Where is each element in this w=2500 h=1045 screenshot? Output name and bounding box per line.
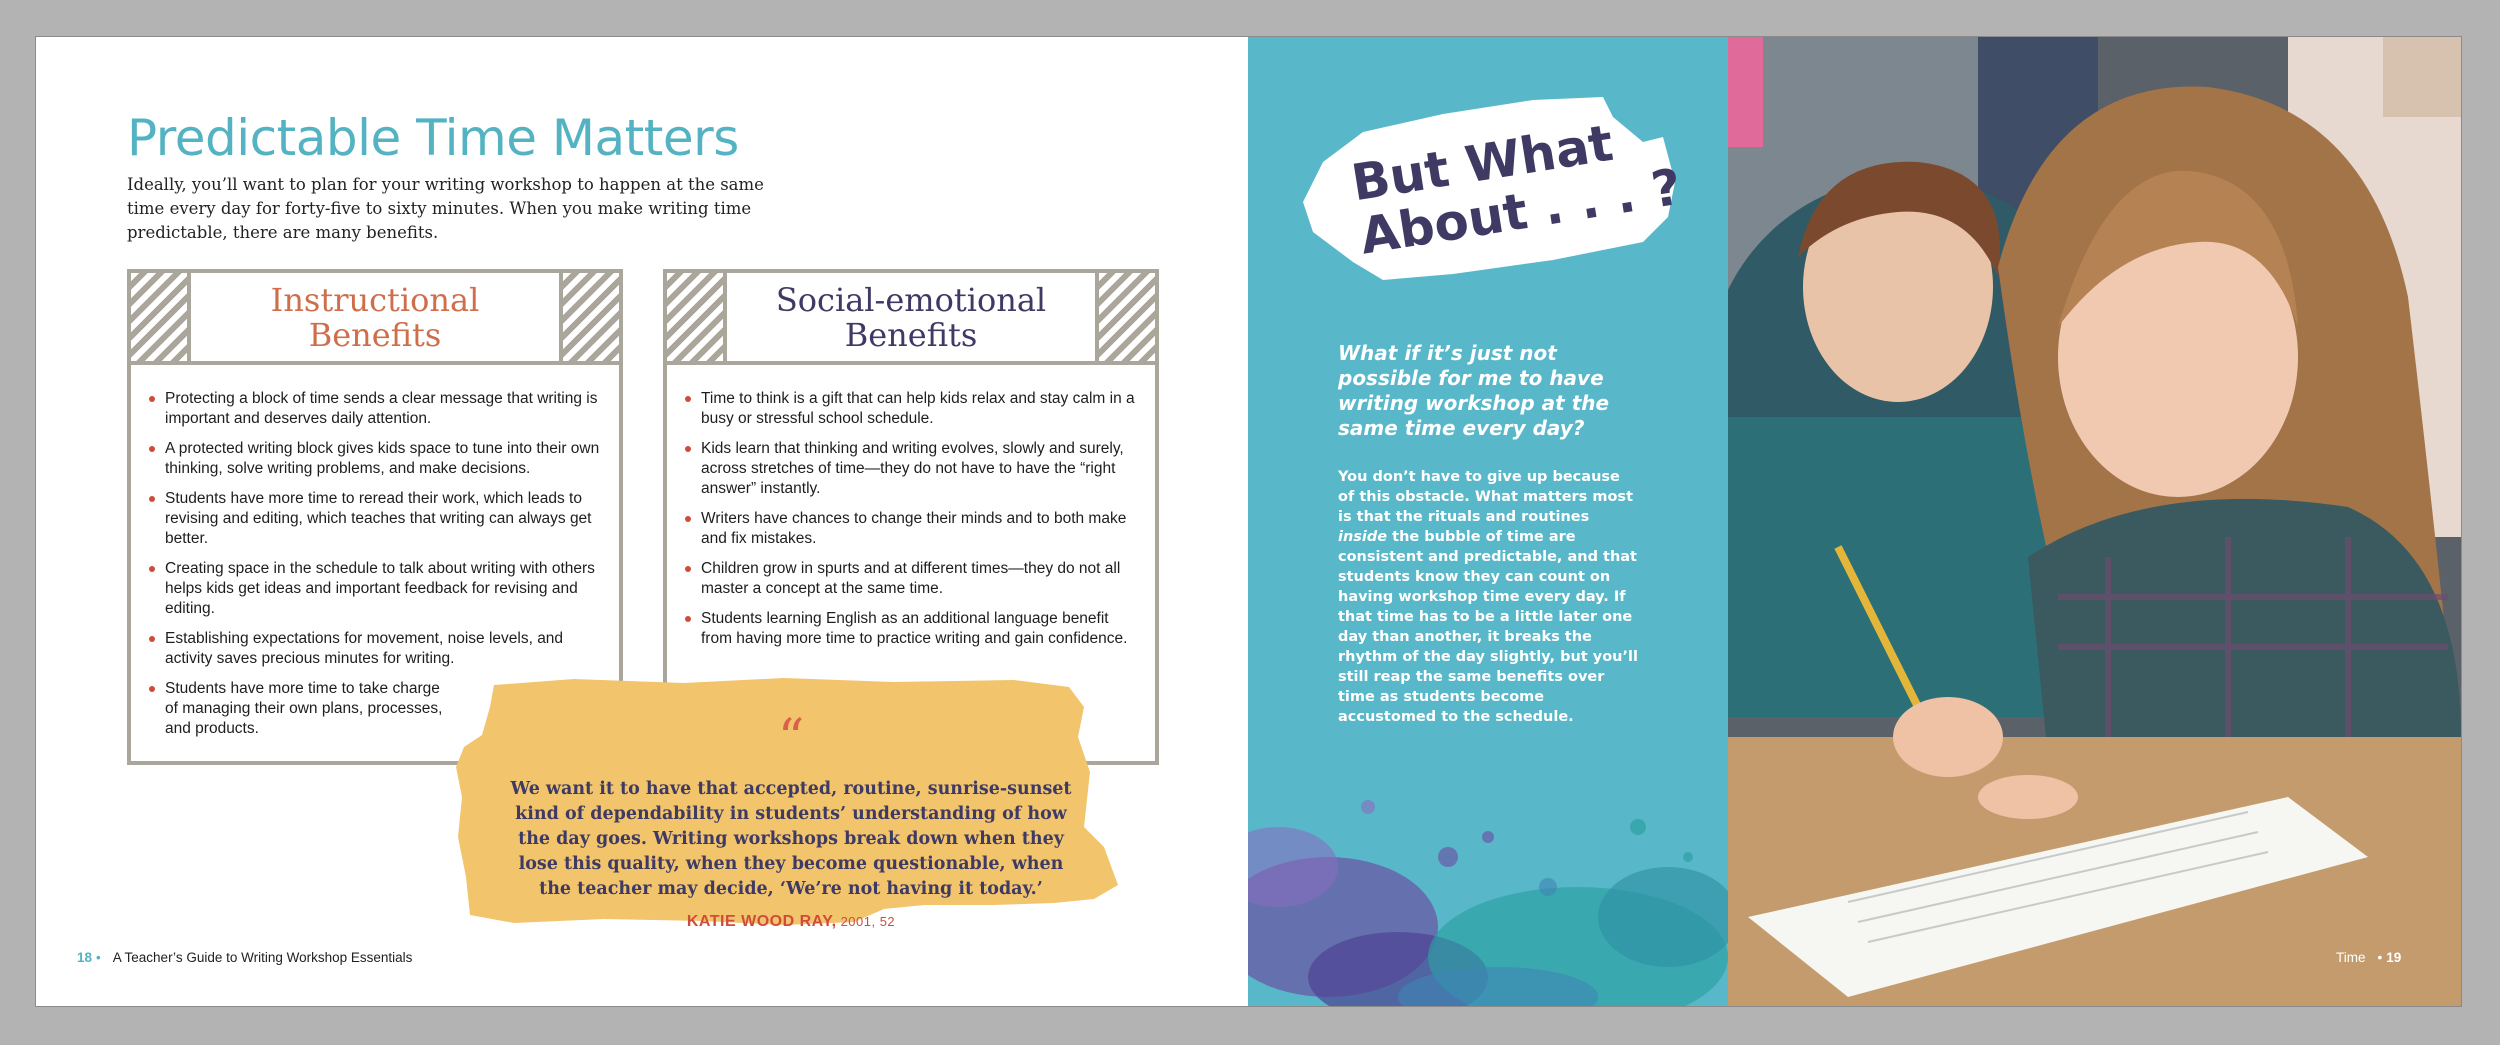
hatch-decoration [667,273,727,361]
list-item: Writers have chances to change their minds and to both make and fix mistakes. [701,509,1141,549]
book-spread [36,37,2461,1006]
sidebar-question: What if it’s just not possible for me to have writing workshop at the same time every day? [1338,341,1610,440]
sidebar-heading: But What About . . . ? [1347,113,1686,266]
sidebar-body-text: You don’t have to give up because of this obstacle. What matters most is that the rituals and routines [1338,469,1633,525]
page-title: Predictable Time Matters [127,109,739,167]
box-header [131,273,619,365]
quote-mark-icon: “ [777,709,805,769]
section-name: Time [2336,950,2366,965]
list-item: A protected writing block gives kids space to tune into their own thinking, solve writing problems, and make decisions. [165,439,605,479]
list-item: Establishing expectations for movement, noise levels, and activity saves precious minutes for writing. [165,629,605,669]
list-item: Children grow in spurts and at different times—they do not all master a concept at the same time. [701,559,1141,599]
footer-separator: • [2377,950,2383,965]
footer-separator: • [96,950,101,965]
page-number: 19 [2386,950,2402,965]
quote-attribution [454,913,1128,931]
sidebar-body-text: the bubble of time are consistent and predictable, and that students know they can count on having workshop time every day. If that time has to be a little later one day than another, it breaks the rhythm of the day slightly, but you’ll still reap the same benefits over time as students become accustomed to the schedule. [1338,529,1638,725]
sidebar-body [1338,467,1638,727]
left-page-footer [77,950,412,965]
instructional-benefits-title: Instructional Benefits [270,281,480,354]
book-title: A Teacher’s Guide to Writing Workshop Essentials [112,950,413,965]
but-what-about-panel [1248,37,1728,1006]
quote-text: We want it to have that accepted, routine, sunrise-sunset kind of dependability in students’ understanding of how the day goes. Writing workshops break down when they lose this quality, when they become questionable, when the teacher may decide, ‘We’re not having it today.’ [510,779,1072,899]
social-emotional-benefits-title: Social-emotional Benefits [775,281,1047,354]
list-item: Students learning English as an additional language benefit from having more time to practice writing and gain confidence. [701,609,1141,649]
list-item: Time to think is a gift that can help kids relax and stay calm in a busy or stressful school schedule. [701,389,1141,429]
hatch-decoration [559,273,619,361]
box-header [667,273,1155,365]
list-item: Creating space in the schedule to talk about writing with others helps kids get ideas and important feedback for revising and editing. [165,559,605,619]
right-page-footer [2336,950,2401,965]
social-emotional-benefits-list [667,365,1155,649]
classroom-photo [1728,37,2461,1006]
intro-paragraph: Ideally, you’ll want to plan for your writing workshop to happen at the same time every day for forty-five to sixty minutes. When you make writing time predictable, there are many benefits. [127,175,764,242]
hatch-decoration [131,273,191,361]
list-item: Protecting a block of time sends a clear message that writing is important and deserves daily attention. [165,389,605,429]
quote-citation: 2001, 52 [840,914,896,929]
list-item: Kids learn that thinking and writing evolves, slowly and surely, across stretches of time—they do not have to have the “right answer” instantly. [701,439,1141,499]
sidebar-body-emphasis: inside [1338,529,1388,545]
pull-quote [454,677,1128,933]
left-page [36,37,1248,1006]
list-item: Students have more time to reread their work, which leads to revising and editing, which teaches that writing can always get better. [165,489,605,549]
hatch-decoration [1095,273,1155,361]
list-item: Students have more time to take charge of managing their own plans, processes, and products. [165,679,455,739]
quote-author: KATIE WOOD RAY, [686,913,837,930]
page-number: 18 [77,950,93,965]
children-writing-illustration [1728,37,2461,1006]
